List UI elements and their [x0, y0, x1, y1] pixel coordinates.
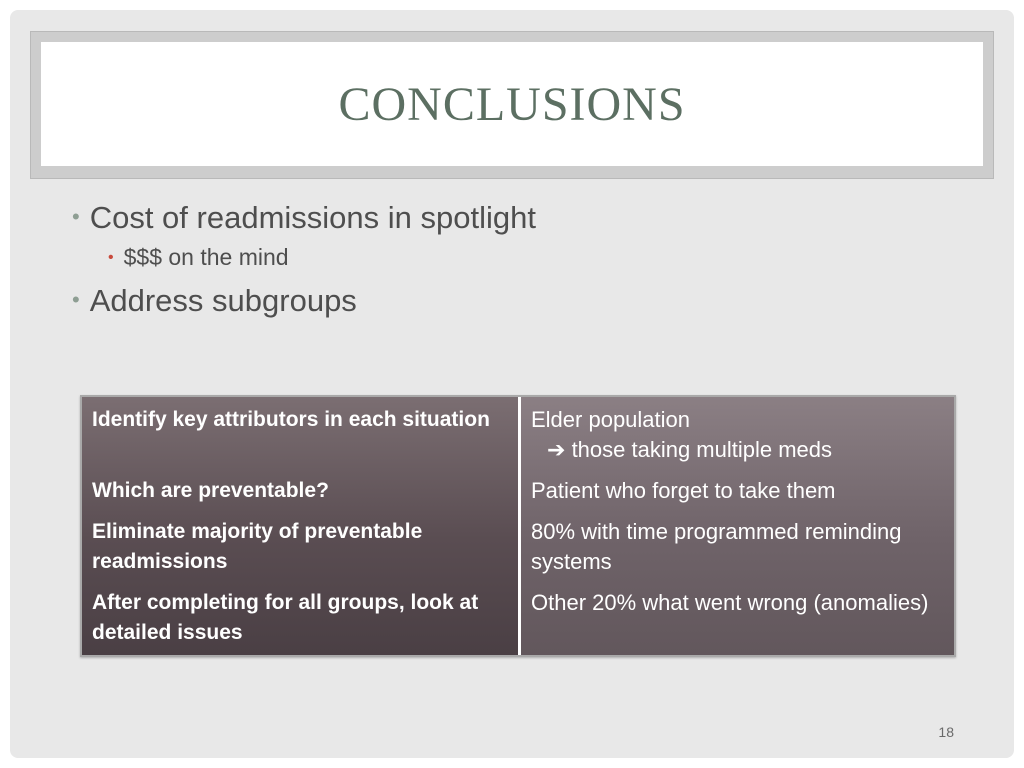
bullet-text: Cost of readmissions in spotlight — [89, 200, 536, 235]
table-cell-left: After completing for all groups, look at detailed issues — [92, 591, 479, 644]
table-cell-right: Other 20% what went wrong (anomalies) — [531, 590, 929, 615]
table-right-column — [521, 397, 954, 655]
table-cell-right-subline — [531, 435, 954, 465]
bullet-item — [72, 283, 972, 319]
bullet-dot-icon: • — [72, 204, 80, 229]
bullet-text: Address subgroups — [89, 283, 357, 318]
arrow-right-icon: ➔ — [547, 437, 566, 462]
sub-bullet-item — [108, 244, 972, 271]
table-cell-right-subline-text: those taking multiple meds — [571, 437, 833, 462]
sub-bullet-text: $$$ on the mind — [123, 244, 289, 270]
slide — [10, 10, 1014, 758]
table-cell-left: Which are preventable? — [92, 479, 329, 502]
page-number: 18 — [938, 724, 954, 740]
conclusions-table — [80, 395, 956, 657]
table-cell-left: Eliminate majority of preventable readmissions — [92, 520, 423, 573]
bullet-list — [72, 200, 972, 331]
table-cell-right-line: Elder population — [531, 407, 691, 432]
slide-title: CONCLUSIONS — [338, 77, 686, 131]
table-cell-right: 80% with time programmed reminding systems — [531, 519, 902, 574]
bullet-item — [72, 200, 972, 236]
table-cell-left: Identify key attributors in each situation — [92, 408, 490, 431]
table-cell-right — [531, 405, 954, 476]
table-left-column — [82, 397, 518, 655]
bullet-dot-icon: • — [72, 287, 80, 312]
bullet-dot-icon: • — [108, 249, 114, 266]
title-box — [41, 42, 983, 166]
table-cell-right: Patient who forget to take them — [531, 478, 836, 503]
title-frame — [30, 31, 994, 179]
